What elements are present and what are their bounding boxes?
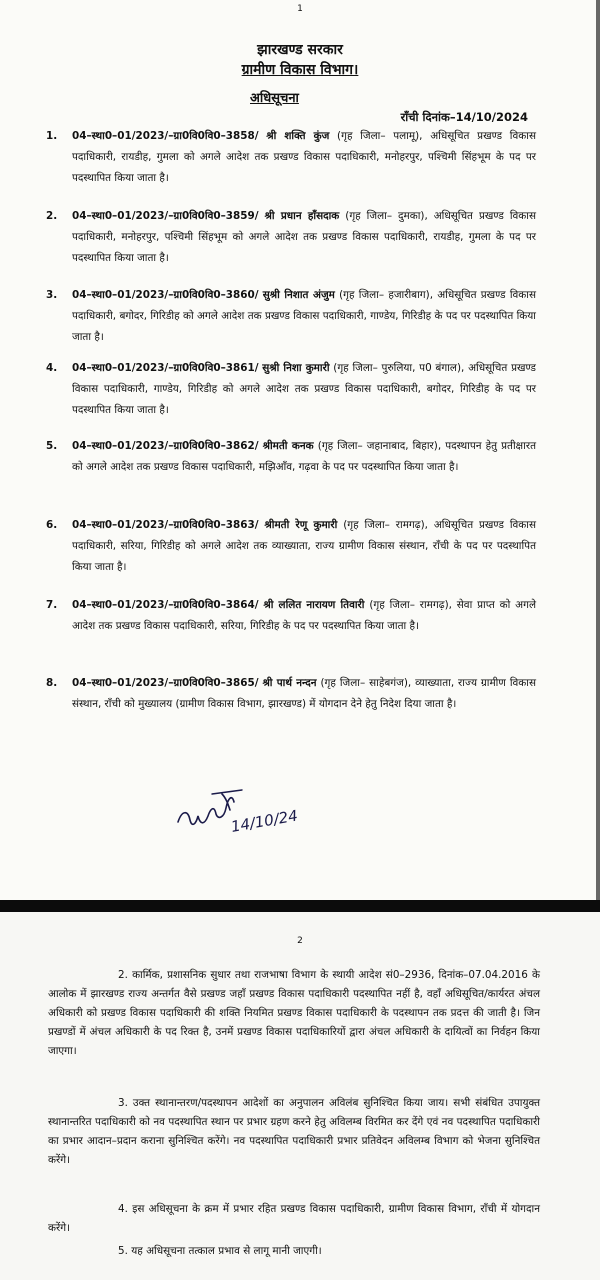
officer-name: श्री ललित नारायण तिवारी xyxy=(263,599,365,611)
item-text: (गृह जिला– रामगढ़), सेवा प्राप्त को अगले आदेश तक प्रखण्ड विकास पदाधिकारी, सरिया, गिरिडीह के पद पर पदस्थापित किया जाता है। xyxy=(72,599,536,632)
reference-number: 04–स्था0–01/2023/–ग्रा0वि0वि0–3860/ xyxy=(72,289,259,301)
page-number: 2 xyxy=(297,936,303,946)
item-text: (गृह जिला– पलामू), अधिसूचित प्रखण्ड विकास पदाधिकारी, रायडीह, गुमला को अगले आदेश तक प्रखण्ड विकास पदाधिकारी, मनोहरपुर, पश्चिमी सिंहभूम के पद पर पदस्थापित किया जाता है। xyxy=(72,130,536,184)
item-text: (गृह जिला– साहेबगंज), व्याख्याता, राज्य ग्रामीण विकास संस्थान, राँची को मुख्यालय (ग्रामीण विकास विभाग, झारखण्ड) में योगदान देने हेतु निदेश दिया जाता है। xyxy=(72,677,536,710)
paragraph-text: 4. इस अधिसूचना के क्रम में प्रभार रहित प्रखण्ड विकास पदाधिकारी, ग्रामीण विकास विभाग, राँची में योगदान करेंगे। xyxy=(48,1203,540,1234)
item-text: (गृह जिला– हजारीबाग), अधिसूचित प्रखण्ड विकास पदाधिकारी, बगोदर, गिरिडीह को अगले आदेश तक प्रखण्ड विकास पदाधिकारी, गाण्डेय, गिरिडीह के पद पर पदस्थापित किया जाता है। xyxy=(72,289,536,343)
page-number: 1 xyxy=(297,4,303,14)
item-number: 4. xyxy=(46,362,58,374)
notice-heading: अधिसूचना xyxy=(250,91,299,106)
place-date: राँची दिनांक–14/10/2024 xyxy=(400,110,528,124)
reference-number: 04–स्था0–01/2023/–ग्रा0वि0वि0–3862/ xyxy=(72,440,259,452)
paragraph-text: 2. कार्मिक, प्रशासनिक सुधार तथा राजभाषा विभाग के स्थायी आदेश सं0–2936, दिनांक–07.04.2016 के आलोक में झारखण्ड राज्य अन्तर्गत वैसे प्रखण्ड जहाँ प्रखण्ड विकास पदाधिकारी पदस्थापित नहीं है, वहाँ अधिसूचित/कार्यरत अंचल अधिकारी को प्रखण्ड विकास पदाधिकारी की शक्ति नियमित प्रखण्ड विकास पदाधिकारी के पदस्थापन तक प्रदत्त की जाती है। जिन प्रखण्डों में अंचल अधिकारी के पद रिक्त है, उनमें प्रखण्ड विकास पदाधिकारियों द्वारा अंचल अधिकारी के दायित्वों का निर्वहन किया जाएगा। xyxy=(48,969,540,1057)
reference-number: 04–स्था0–01/2023/–ग्रा0वि0वि0–3865/ xyxy=(72,677,259,689)
paragraph-3 xyxy=(48,1094,540,1170)
item-text: (गृह जिला– रामगढ़), अधिसूचित प्रखण्ड विकास पदाधिकारी, सरिया, गिरिडीह को अगले आदेश तक व्याख्याता, राज्य ग्रामीण विकास संस्थान, राँची के पद पर पदस्थापित किया जाता है। xyxy=(72,519,536,573)
officer-name: श्री प्रधान हाँसदाक xyxy=(264,210,340,222)
item-number: 5. xyxy=(46,440,58,452)
page-separator xyxy=(0,900,600,912)
reference-number: 04–स्था0–01/2023/–ग्रा0वि0वि0–3861/ xyxy=(72,362,259,374)
reference-number: 04–स्था0–01/2023/–ग्रा0वि0वि0–3859/ xyxy=(72,210,259,222)
item-text: (गृह जिला– पुरुलिया, प0 बंगाल), अधिसूचित प्रखण्ड विकास पदाधिकारी, गाण्डेय, गिरिडीह को अगले आदेश तक प्रखण्ड विकास पदाधिकारी, बगोदर, गिरिडीह के पद पर पदस्थापित किया जाता है। xyxy=(72,362,536,416)
paragraph-4 xyxy=(48,1200,540,1238)
page-edge-shadow xyxy=(596,0,600,900)
order-item-6 xyxy=(46,515,536,578)
paragraph-2 xyxy=(48,966,540,1061)
order-item-8 xyxy=(46,673,536,715)
reference-number: 04–स्था0–01/2023/–ग्रा0वि0वि0–3863/ xyxy=(72,519,259,531)
item-text: (गृह जिला– दुमका), अधिसूचित प्रखण्ड विकास पदाधिकारी, मनोहरपुर, पश्चिमी सिंहभूम को अगले आदेश तक प्रखण्ड विकास पदाधिकारी, रायडीह, गुमला के पद पर पदस्थापित किया जाता है। xyxy=(72,210,536,264)
item-number: 8. xyxy=(46,677,58,689)
order-item-7 xyxy=(46,595,536,637)
officer-name: श्रीमती कनक xyxy=(262,440,314,452)
order-item-1 xyxy=(46,126,536,189)
officer-name: सुश्री निशात अंजुम xyxy=(262,289,335,301)
order-item-5 xyxy=(46,436,536,478)
item-number: 2. xyxy=(46,210,58,222)
signature-date: 14/10/24 xyxy=(229,806,300,836)
item-number: 7. xyxy=(46,599,58,611)
order-item-4 xyxy=(46,358,536,421)
signature xyxy=(172,780,312,840)
order-item-2 xyxy=(46,206,536,269)
officer-name: श्री पार्थ नन्दन xyxy=(262,677,317,689)
item-text: (गृह जिला– जहानाबाद, बिहार), पदस्थापन हेतु प्रतीक्षारत को अगले आदेश तक प्रखण्ड विकास पदाधिकारी, मझिआँव, गढ़वा के पद पर पदस्थापित किया जाता है। xyxy=(72,440,536,473)
reference-number: 04–स्था0–01/2023/–ग्रा0वि0वि0–3858/ xyxy=(72,130,259,142)
paragraph-5 xyxy=(48,1242,540,1261)
officer-name: श्रीमती रेणू कुमारी xyxy=(264,519,338,531)
item-number: 3. xyxy=(46,289,58,301)
order-item-3 xyxy=(46,285,536,348)
officer-name: सुश्री निशा कुमारी xyxy=(262,362,330,374)
paragraph-text: 3. उक्त स्थानान्तरण/पदस्थापन आदेशों का अनुपालन अविलंब सुनिश्चित किया जाय। सभी संबंधित उपायुक्त स्थानान्तरित पदाधिकारी को नव पदस्थापित स्थान पर प्रभार ग्रहण करने हेतु अविलम्ब विरमित कर देंगे एवं नव पदस्थापित पदाधिकारी का प्रभार आदान–प्रदान कराना सुनिश्चित करेंगे। नव पदस्थापित पदाधिकारी प्रभार प्रतिवेदन अविलम्ब विभाग को भेजना सुनिश्चित करेंगे। xyxy=(48,1097,540,1166)
document-page-2 xyxy=(0,912,600,1280)
government-title: झारखण्ड सरकार xyxy=(257,42,343,58)
officer-name: श्री शक्ति कुंज xyxy=(266,130,330,142)
reference-number: 04–स्था0–01/2023/–ग्रा0वि0वि0–3864/ xyxy=(72,599,259,611)
paragraph-text: 5. यह अधिसूचना तत्काल प्रभाव से लागू मानी जाएगी। xyxy=(118,1245,322,1257)
item-number: 6. xyxy=(46,519,58,531)
department-title: ग्रामीण विकास विभाग। xyxy=(241,62,359,78)
item-number: 1. xyxy=(46,130,58,142)
